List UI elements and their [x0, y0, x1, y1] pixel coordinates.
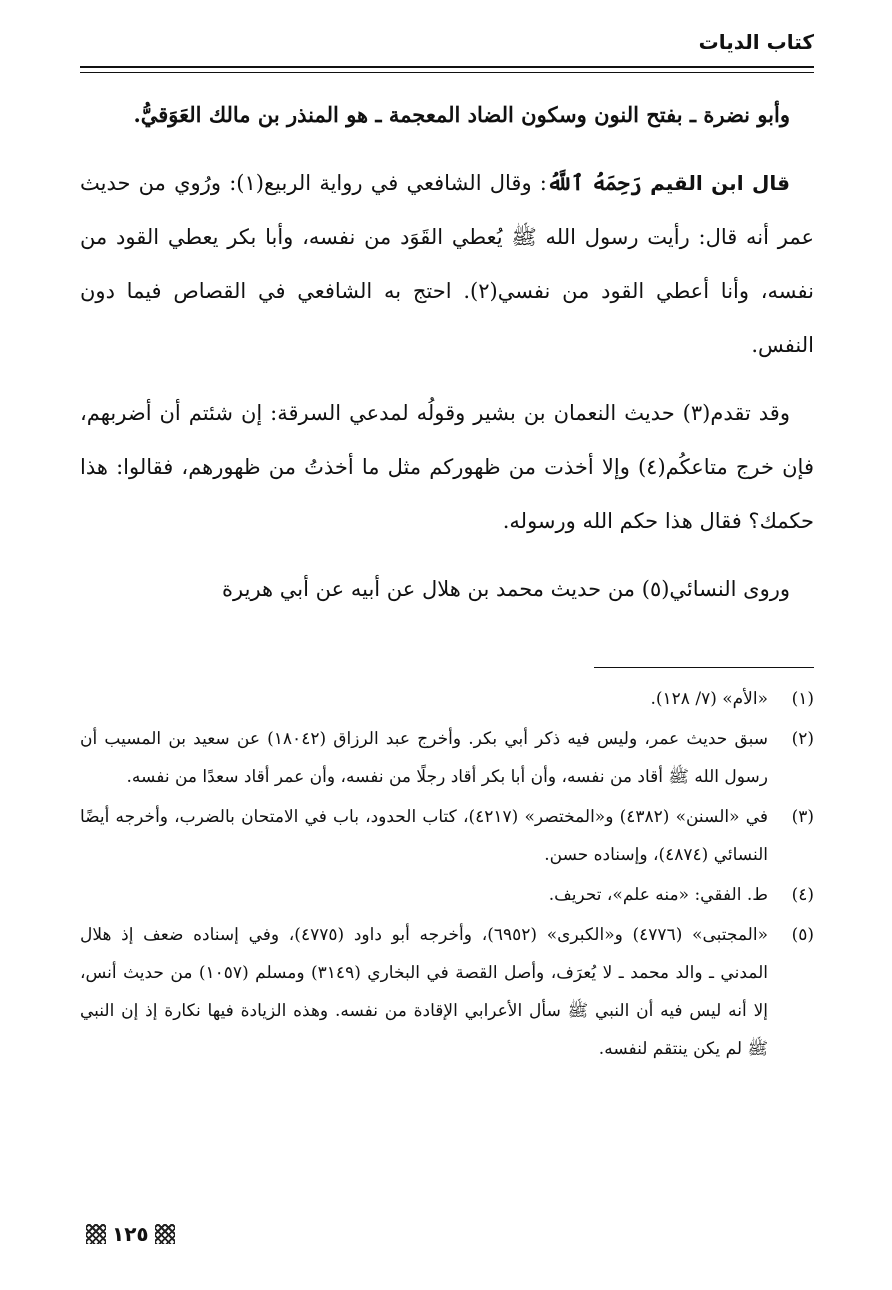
footnote-number: (٣): [791, 807, 814, 827]
footnote-3: [80, 798, 814, 874]
speaker-name: قال ابن القيم: [650, 171, 790, 195]
header-rule-thin: [80, 72, 814, 73]
footnote-number: (٤): [791, 885, 814, 905]
footnote-text: «الأم» (٧/ ١٢٨).: [650, 689, 768, 709]
footnote-text: «المجتبى» (٤٧٧٦) و«الكبرى» (٦٩٥٢)، وأخرجه أبو داود (٤٧٧٥)، وفي إسناده ضعف إذ هلال المدني ـ والد محمد ـ لا يُعرَف، وأصل القصة في البخاري (٣١٤٩) ومسلم (١٠٥٧) من حديث أنس، إلا أنه ليس فيه أن النبي ﷺ سأل الأعرابي الإقادة من نفسه. وهذه الزيادة فيها نكارة إذ إن النبي ﷺ لم يكن ينتقم لنفسه.: [80, 925, 768, 1059]
running-header: [80, 30, 814, 54]
footnote-1: [80, 680, 814, 718]
paragraph-2: [80, 156, 814, 372]
footnote-number: (١): [791, 689, 814, 709]
main-text: [80, 88, 814, 630]
page-number-block: [86, 1222, 175, 1246]
footnote-text: في «السنن» (٤٣٨٢) و«المختصر» (٤٢١٧)، كتاب الحدود، باب في الامتحان بالضرب، وأخرجه أيضًا النسائي (٤٨٧٤)، وإسناده حسن.: [80, 807, 768, 865]
honorific: رَحِمَهُ ٱللَّهُ: [546, 170, 642, 195]
footnote-number: (٢): [791, 729, 814, 749]
chapter-title: كتاب الديات: [698, 30, 814, 54]
footnote-5: [80, 916, 814, 1068]
footnotes: [80, 680, 814, 1070]
footnote-text: ط. الفقي: «منه علم»، تحريف.: [548, 885, 768, 905]
paragraph-3: وقد تقدم(٣) حديث النعمان بن بشير وقولُه لمدعي السرقة: إن شئتم أن أضربهم، فإن خرج متاعكُم(٤) وإلا أخذت من ظهوركم مثل ما أخذتُ من ظهورهم، فقالوا: هذا حكمك؟ فقال هذا حكم الله ورسوله.: [80, 401, 814, 533]
footnote-4: [80, 876, 814, 914]
ornament-right-icon: [155, 1224, 175, 1244]
paragraph-2-text: : وقال الشافعي في رواية الربيع(١): ورُوي من حديث عمر أنه قال: رأيت رسول الله ﷺ يُعطي القَوَد من نفسه، وأبا بكر يعطي القود من نفسه، وأنا أعطي القود من نفسي(٢). احتج به الشافعي في القصاص فيما دون النفس.: [80, 171, 815, 357]
page-number: ١٢٥: [112, 1222, 149, 1246]
header-rule: [80, 66, 814, 68]
ornament-left-icon: [86, 1224, 106, 1244]
footnote-2: [80, 720, 814, 796]
footnote-text: سبق حديث عمر، وليس فيه ذكر أبي بكر. وأخرج عبد الرزاق (١٨٠٤٢) عن سعيد بن المسيب أن رسول الله ﷺ أقاد من نفسه، وأن أبا بكر أقاد رجلًا من نفسه، وأن عمر أقاد سعدًا من نفسه.: [80, 729, 768, 787]
footnote-separator: [594, 667, 814, 668]
footnote-number: (٥): [791, 925, 814, 945]
paragraph-4: وروى النسائي(٥) من حديث محمد بن هلال عن أبيه عن أبي هريرة: [222, 577, 790, 601]
paragraph-1: وأبو نضرة ـ بفتح النون وسكون الضاد المعجمة ـ هو المنذر بن مالك العَوَقيُّ.: [133, 102, 790, 127]
